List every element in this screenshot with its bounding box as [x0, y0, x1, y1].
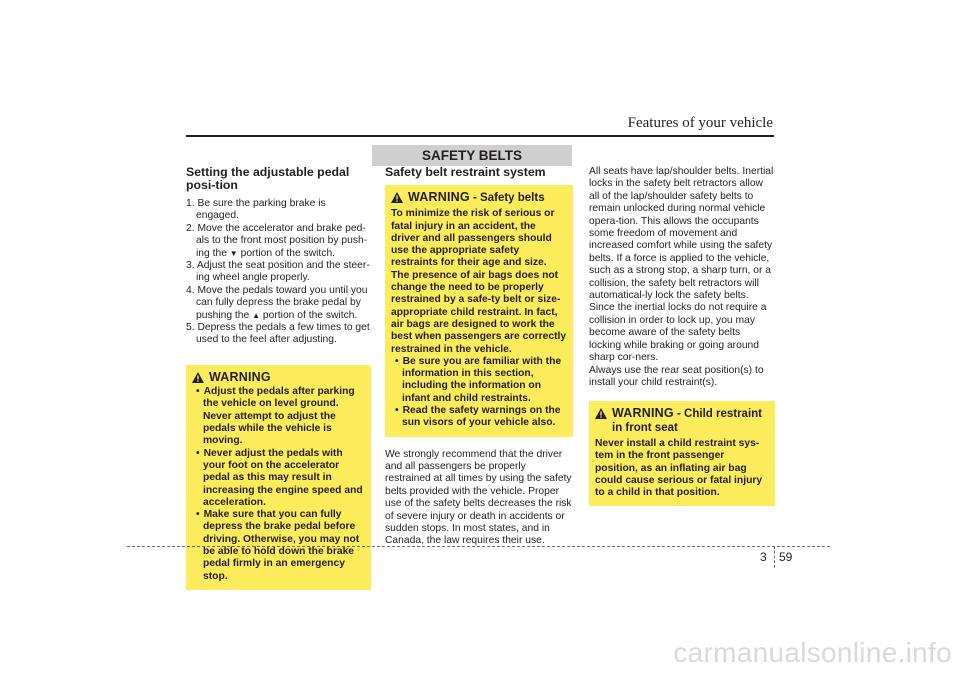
list-item: • Never adjust the pedals with your foot on the accelerator pedal as this may result in increasing the engine speed and acceleration. — [192, 448, 365, 509]
section-banner: SAFETY BELTS — [372, 145, 572, 166]
warning-title: WARNING — [192, 371, 365, 383]
step-item: 4. Move the pedals toward you until you can fully depress the brake pedal by pushing the ▲ portion of the switch. — [186, 284, 368, 321]
body-paragraph: Always use the rear seat position(s) to install your child restraint(s). — [589, 364, 764, 388]
list-item: • Read the safety warnings on the sun visors of your vehicle also. — [391, 405, 567, 430]
chapter-number: 3 — [760, 550, 767, 564]
warning-title: WARNING - Safety belts — [391, 191, 567, 205]
step-item: 5. Depress the pedals a few times to get used to the feel after adjusting. — [186, 322, 370, 346]
child-restraint-warning-box — [589, 401, 775, 506]
down-triangle-icon: ▼ — [229, 248, 238, 258]
warning-body: Never install a child restraint sys-tem in the front passenger position, as an inflating air bag could cause serious or fatal injury to a child in that position. — [595, 437, 763, 499]
list-item: • Be sure you are familiar with the information in this section, including the information on infant and child restraints. — [391, 356, 567, 405]
step-item: 2. Move the accelerator and brake ped-als to the front most position by push-ing the ▼ portion of the switch. — [186, 222, 368, 259]
warning-list — [391, 356, 567, 430]
header-rule — [186, 135, 774, 137]
warning-icon — [391, 192, 403, 203]
pedal-steps — [186, 198, 371, 347]
step-item: 3. Adjust the seat position and the steer-ing wheel angle properly. — [186, 260, 370, 284]
body-paragraph: Since the inertial locks do not require a collision in order to lock up, you may become aware of the safety belts locking while braking or going around sharp cor-ners. — [589, 302, 767, 364]
restraint-paragraph: We strongly recommend that the driver and all passengers be properly restrained at all times by using the safety belts provided with the vehicle. Proper use of the safety belts decreases the risk of severe injury or death in accidents or sudden stops. In most states, and in Canada, the law requires their use. — [385, 448, 572, 547]
column-pedal — [186, 166, 371, 590]
footer-divider — [774, 546, 775, 568]
footer-rule — [127, 546, 830, 547]
list-item: • Make sure that you can fully depress the brake pedal before driving. Otherwise, you may not be able to hold down the brake pedal firmly in an emergency stop. — [192, 509, 365, 583]
watermark: carmanualsonline.info — [673, 637, 952, 668]
pedal-heading: Setting the adjustable pedal posi-tion — [186, 165, 350, 192]
safety-belts-warning-box — [385, 185, 573, 437]
pedal-warning-box — [186, 365, 371, 590]
warning-title: WARNING - Child restraint in front seat — [595, 407, 769, 435]
header-title: Features of your vehicle — [627, 115, 773, 131]
warning-icon — [192, 372, 204, 383]
warning-body: To minimize the risk of serious or fatal injury in an accident, the driver and all passengers should use the appropriate safety restraints for their age and size. The presence of air bags does not change the need to be properly restrained by a safe-ty belt or size-appropriate child restraint. In fact, air bags are designed to work the best when passengers are correctly restrained in the vehicle. — [391, 208, 567, 355]
warning-icon — [595, 408, 607, 419]
column-restraint — [385, 166, 573, 548]
body-paragraph: All seats have lap/shoulder belts. Inertial locks in the safety belt retractors allow all of the lap/shoulder safety belts to remain unlocked during normal vehicle opera-tion. This allows the occupants some freedom of movement and increased comfort while using the safety belts. If a force is applied to the vehicle, such as a strong stop, a sharp turn, or a collision, the safety belt retractors will automatical-ly lock the safety belts. — [589, 166, 774, 302]
restraint-heading: Safety belt restraint system — [385, 165, 546, 179]
page-number: 59 — [779, 550, 793, 564]
up-triangle-icon: ▲ — [252, 310, 261, 320]
list-item: • Adjust the pedals after parking the vehicle on level ground. Never attempt to adjust the pedals while the vehicle is moving. — [192, 386, 365, 447]
warning-list — [192, 386, 365, 583]
step-item: 1. Be sure the parking brake is engaged. — [186, 198, 326, 222]
column-inertial-locks — [589, 166, 775, 506]
